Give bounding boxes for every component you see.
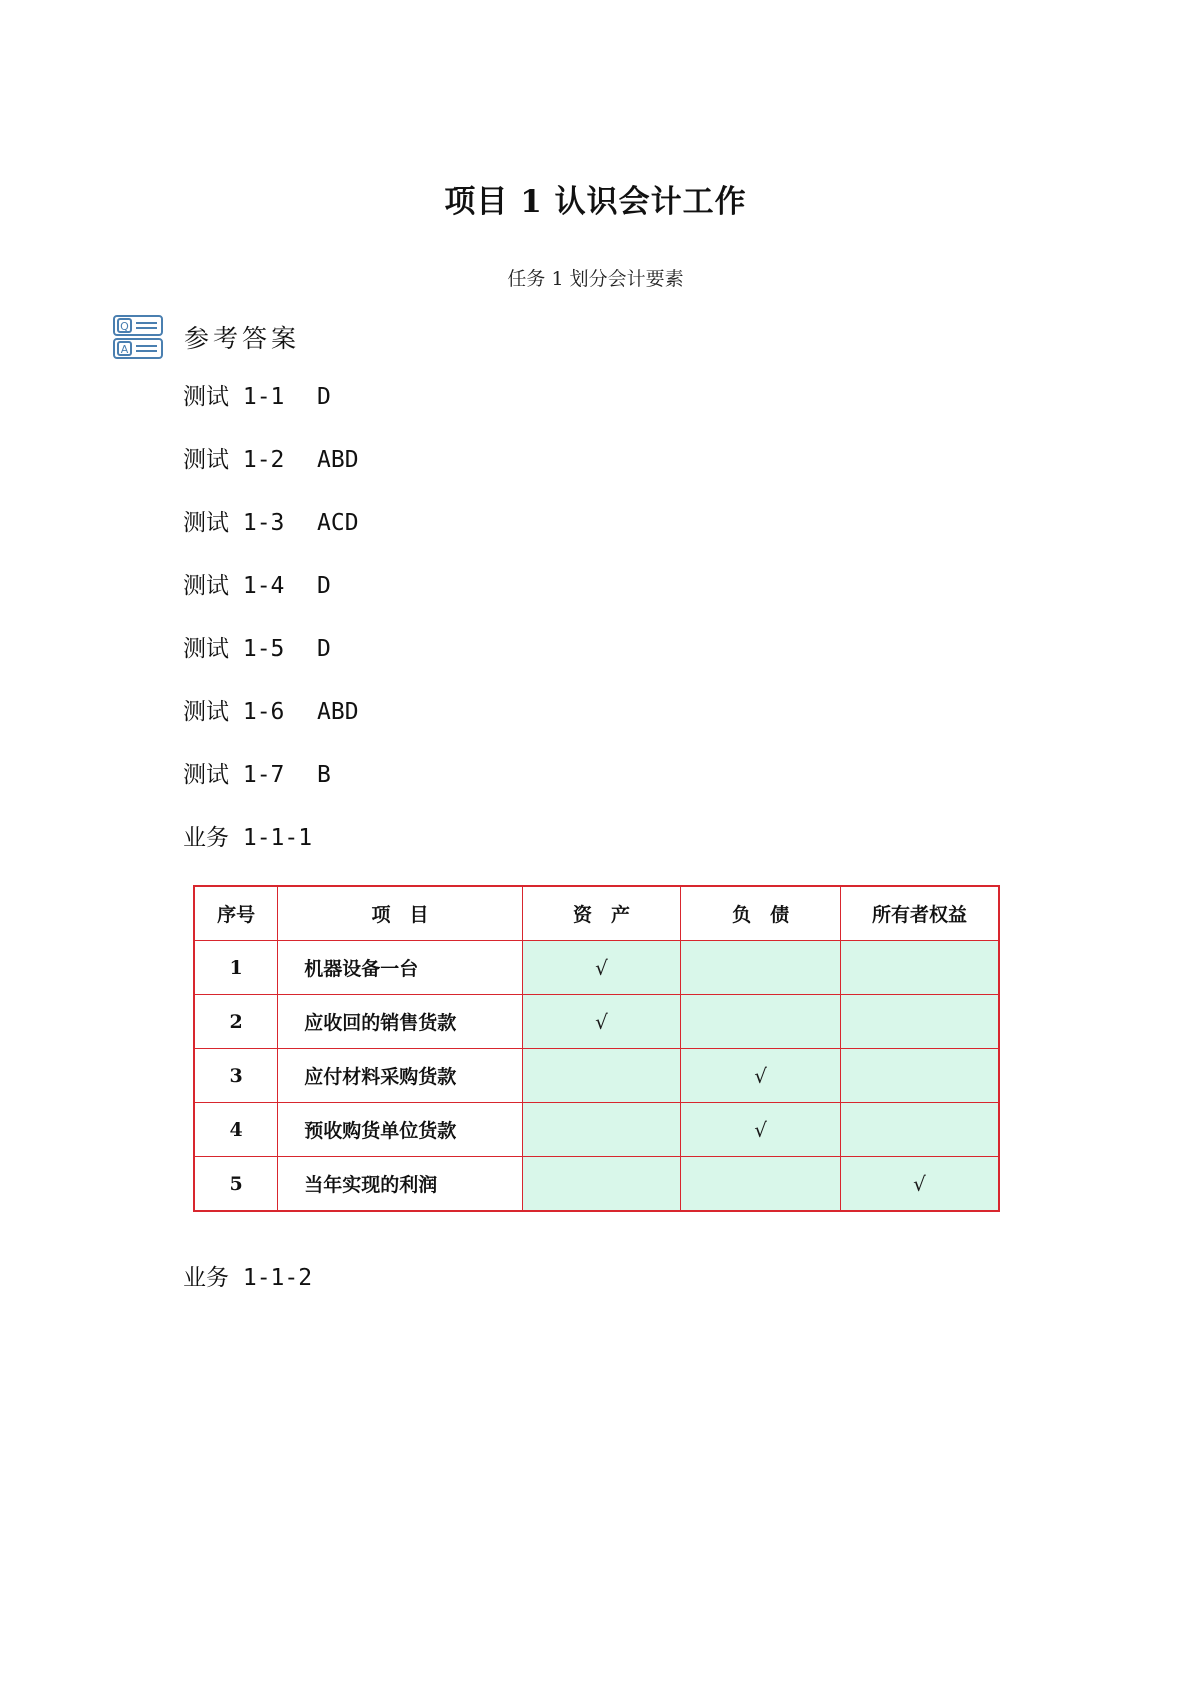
- equity-check: [840, 941, 999, 995]
- svg-text:Q: Q: [120, 320, 129, 333]
- table-header-row: [194, 886, 999, 941]
- header-liability: 负 债: [681, 886, 841, 941]
- answer-label: 测试 1-4: [183, 573, 285, 599]
- liability-check: [681, 1157, 841, 1212]
- header-equity: 所有者权益: [840, 886, 999, 941]
- table-row: [194, 1157, 999, 1212]
- accounting-elements-table: [193, 885, 1000, 1212]
- table-row: [194, 1049, 999, 1103]
- answer-label: 测试 1-2: [183, 447, 285, 473]
- header-no: 序号: [194, 886, 278, 941]
- answer-value: ABD: [317, 447, 359, 473]
- answer-item: [183, 632, 359, 695]
- answer-value: D: [317, 636, 331, 662]
- liability-check: [681, 995, 841, 1049]
- header-item: 项 目: [278, 886, 522, 941]
- table-row: [194, 941, 999, 995]
- reference-answer-label: 参考答案: [184, 324, 301, 353]
- page-title: 项目 1 认识会计工作: [444, 184, 747, 220]
- row-no: 5: [194, 1157, 278, 1212]
- asset-check: [522, 1103, 681, 1157]
- answer-label: 测试 1-7: [183, 762, 285, 788]
- row-item: 预收购货单位货款: [278, 1103, 522, 1157]
- liability-check: √: [681, 1103, 841, 1157]
- answer-value: ABD: [317, 699, 359, 725]
- row-item: 应收回的销售货款: [278, 995, 522, 1049]
- asset-check: √: [522, 941, 681, 995]
- answer-value: D: [317, 573, 331, 599]
- answer-value: ACD: [317, 510, 359, 536]
- table-row: [194, 995, 999, 1049]
- answer-item: [183, 443, 359, 506]
- row-no: 1: [194, 941, 278, 995]
- table-row: [194, 1103, 999, 1157]
- row-item: 机器设备一台: [278, 941, 522, 995]
- answer-item: [183, 758, 359, 821]
- answer-item: [183, 506, 359, 569]
- section-label-1-1-1: 业务 1-1-1: [183, 825, 313, 851]
- equity-check: [840, 1103, 999, 1157]
- answer-item: [183, 569, 359, 632]
- row-no: 2: [194, 995, 278, 1049]
- answer-label: 测试 1-6: [183, 699, 285, 725]
- answer-label: 测试 1-5: [183, 636, 285, 662]
- liability-check: [681, 941, 841, 995]
- svg-text:A: A: [120, 343, 129, 356]
- answer-value: D: [317, 384, 331, 410]
- liability-check: √: [681, 1049, 841, 1103]
- answer-item: [183, 695, 359, 758]
- answer-item: [183, 380, 359, 443]
- equity-check: [840, 995, 999, 1049]
- section-label-1-1-2: 业务 1-1-2: [183, 1265, 313, 1291]
- answer-value: B: [317, 762, 331, 788]
- row-no: 4: [194, 1103, 278, 1157]
- task-subtitle: 任务 1 划分会计要素: [507, 268, 684, 290]
- asset-check: [522, 1049, 681, 1103]
- answer-list: [183, 380, 359, 821]
- row-item: 当年实现的利润: [278, 1157, 522, 1212]
- qa-icon: [112, 314, 164, 360]
- reference-answer-header: [112, 314, 300, 360]
- asset-check: [522, 1157, 681, 1212]
- row-item: 应付材料采购货款: [278, 1049, 522, 1103]
- asset-check: √: [522, 995, 681, 1049]
- header-asset: 资 产: [522, 886, 681, 941]
- answer-label: 测试 1-3: [183, 510, 285, 536]
- equity-check: √: [840, 1157, 999, 1212]
- equity-check: [840, 1049, 999, 1103]
- answer-label: 测试 1-1: [183, 384, 285, 410]
- row-no: 3: [194, 1049, 278, 1103]
